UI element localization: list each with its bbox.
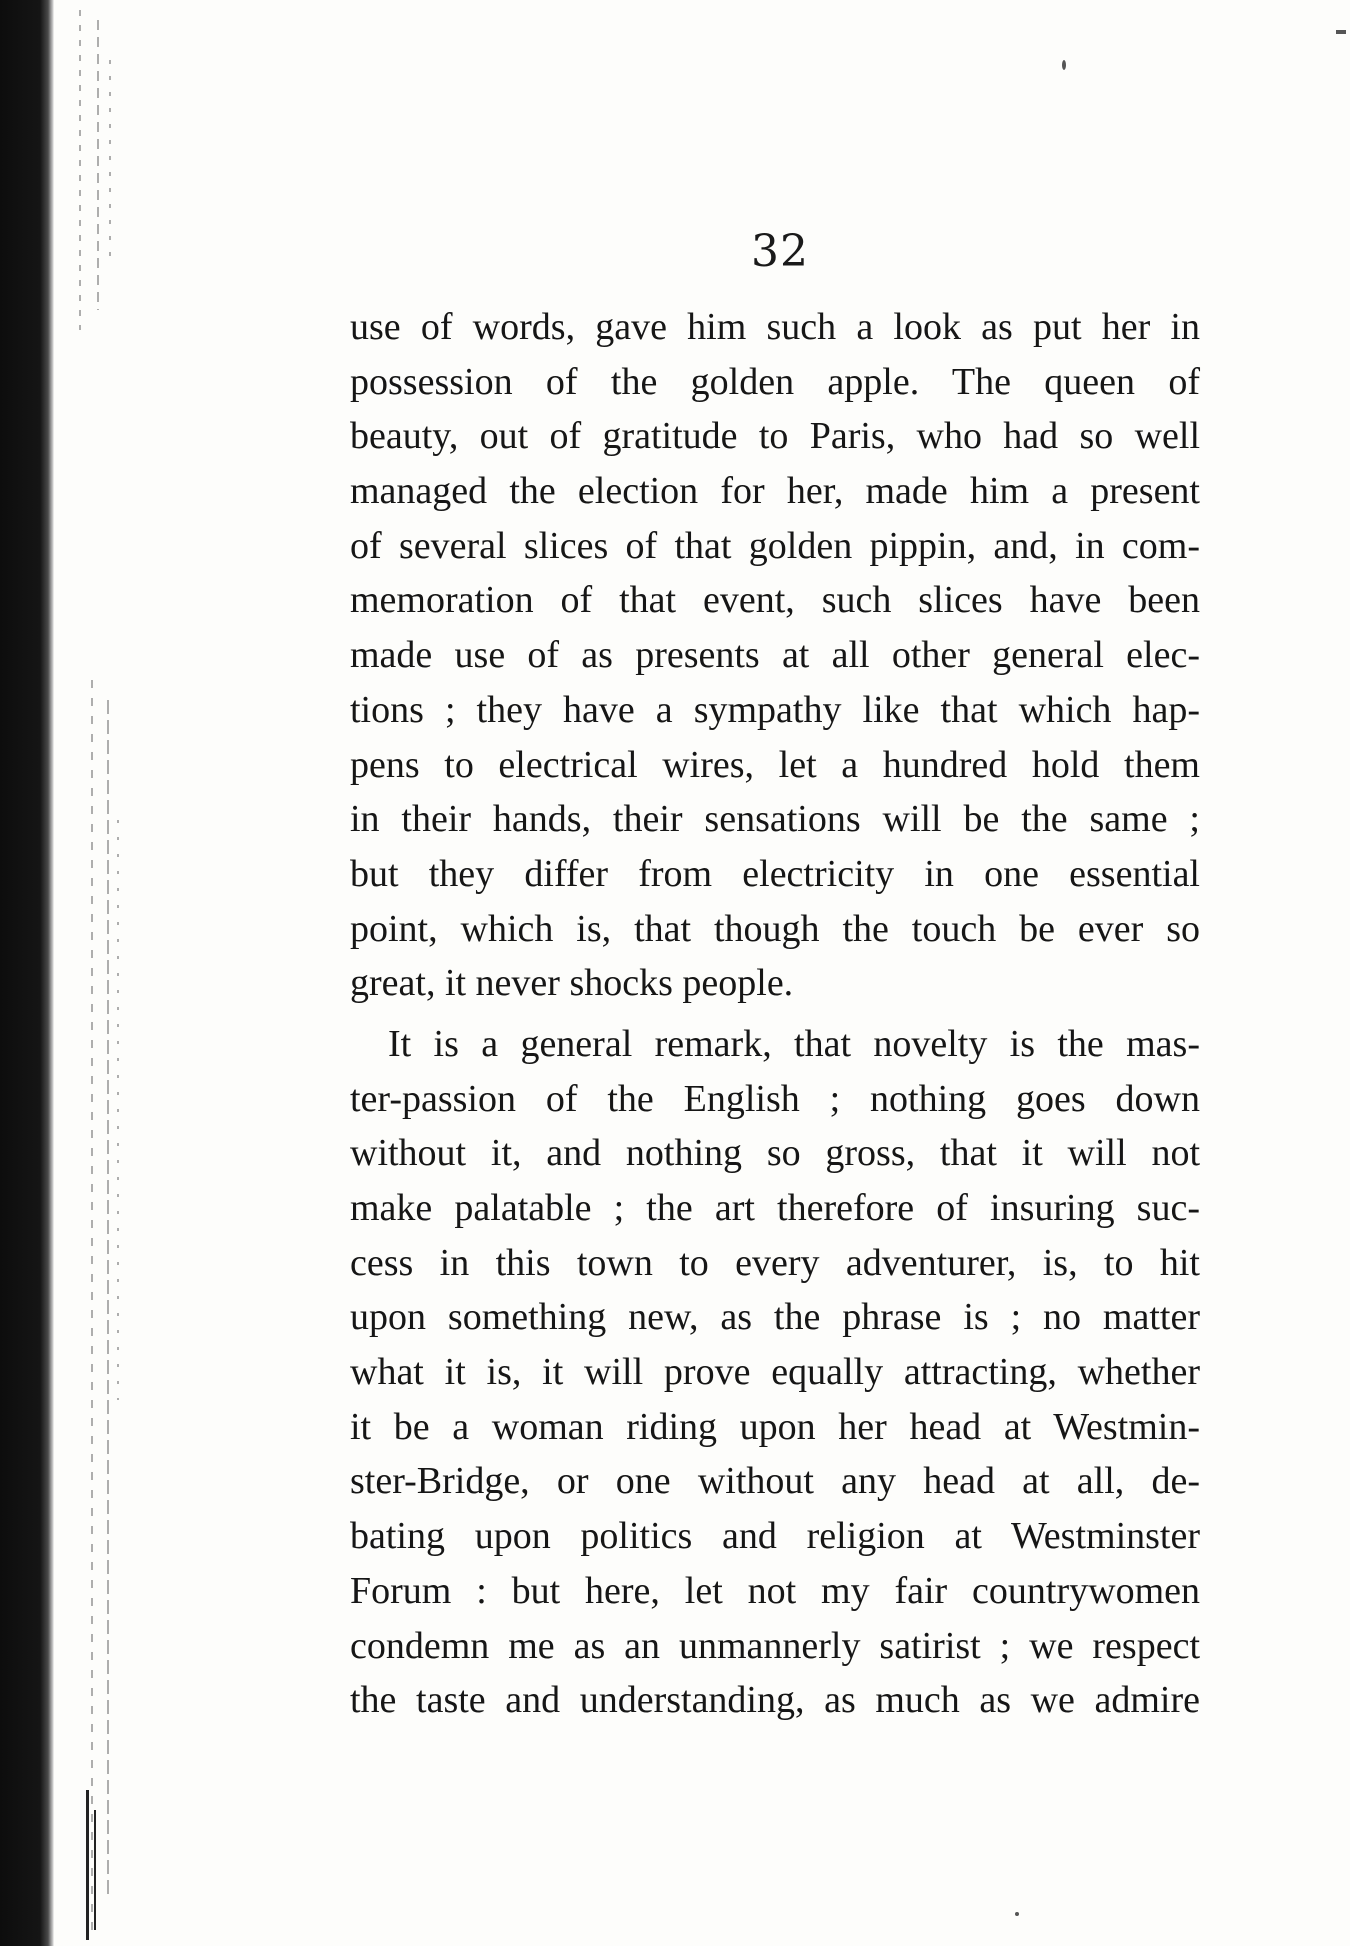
text-line: great, it never shocks people. [350, 962, 794, 1005]
text-line: memoration of that event, such slices have been [350, 579, 1200, 622]
text-line: what it is, it will prove equally attracting, whether [350, 1351, 1200, 1394]
text-line: ter-passion of the English ; nothing goes down [350, 1077, 1200, 1120]
text-line: without it, and nothing so gross, that it will not [350, 1132, 1200, 1175]
text-line: bating upon politics and religion at Westminster [350, 1515, 1200, 1558]
ink-speck [1062, 60, 1066, 70]
body-text [350, 300, 1200, 1728]
text-line: Forum : but here, let not my fair countrywomen [350, 1569, 1200, 1612]
text-line: of several slices of that golden pippin, and, in com- [350, 524, 1200, 567]
text-line: point, which is, that though the touch be ever so [350, 907, 1200, 950]
text-line: managed the election for her, made him a present [350, 470, 1200, 513]
ink-speck [1015, 1912, 1019, 1916]
text-line: ster-Bridge, or one without any head at all, de- [350, 1460, 1200, 1503]
text-line: cess in this town to every adventurer, is, to hit [350, 1241, 1200, 1284]
text-line: use of words, gave him such a look as put her in [350, 306, 1200, 348]
text-line: It is a general remark, that novelty is the mas- [388, 1022, 1200, 1065]
scan-noise [58, 0, 138, 1946]
paragraph [350, 1017, 1200, 1728]
text-line: it be a woman riding upon her head at Westmin- [350, 1405, 1200, 1448]
ink-speck [1336, 30, 1346, 34]
text-line: tions ; they have a sympathy like that which hap- [350, 688, 1200, 731]
paragraph [350, 300, 1200, 1011]
text-line: condemn me as an unmannerly satirist ; we respect [350, 1624, 1200, 1667]
text-line: in their hands, their sensations will be the same ; [350, 798, 1200, 841]
text-line: made use of as presents at all other general elec- [350, 634, 1200, 677]
binding-edge [0, 0, 54, 1946]
text-line: but they differ from electricity in one essential [350, 852, 1200, 895]
text-line: beauty, out of gratitude to Paris, who had so well [350, 415, 1200, 458]
text-line: the taste and understanding, as much as we admire [350, 1679, 1200, 1722]
text-line: pens to electrical wires, let a hundred hold them [350, 743, 1200, 786]
text-line: possession of the golden apple. The queen of [350, 360, 1200, 403]
text-line: make palatable ; the art therefore of insuring suc- [350, 1187, 1200, 1229]
text-line: upon something new, as the phrase is ; no matter [350, 1296, 1200, 1339]
page-number: 32 [751, 226, 809, 277]
